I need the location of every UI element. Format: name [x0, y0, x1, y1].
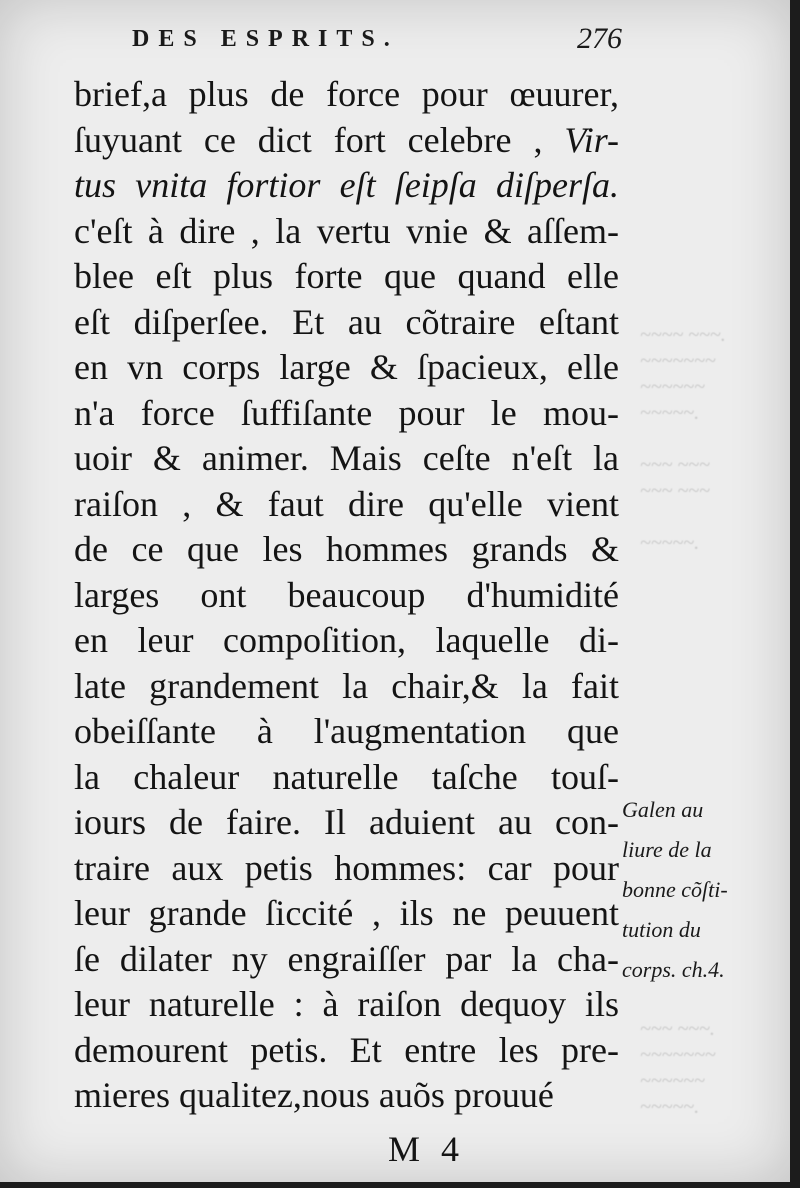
text-line: demourent petis. Et entre les pre- [74, 1029, 619, 1070]
body-text [74, 72, 619, 1119]
page-header [132, 22, 622, 58]
show-through-decoration: ~~~~ ~~~. ~~~~~~~ ~~~~~~ ~~~~~. ~~~ ~~~ ~~~ ~~~ ~~~~~. [640, 324, 726, 554]
text-line: uoir & animer. Mais ceſte n'eſt la [74, 438, 619, 478]
text-line: la chaleur naturelle taſche touſ- [74, 756, 619, 797]
text-line: ſuyuant ce dict fort celebre , Vir- [74, 119, 619, 160]
text-line: raiſon , & faut dire qu'elle vient [74, 483, 619, 524]
text-line: de ce que les hommes grands & [74, 529, 619, 569]
margin-note-line: corps. ch.4. [622, 957, 725, 982]
text-line: leur grande ſiccité , ils ne peuuent [74, 893, 619, 933]
text-line: brief,a plus de force pour œuurer, [74, 74, 619, 114]
show-through-decoration-lower: ~~~ ~~~. ~~~~~~~ ~~~~~~ ~~~~~. [640, 1018, 716, 1118]
margin-note [622, 790, 772, 990]
text-line: obeiſſante à l'augmentation que [74, 711, 619, 751]
text-line: mieres qualitez,nous auõs prouué [74, 1075, 554, 1115]
signature-mark: M 4 [388, 1129, 466, 1169]
latin-quote: Vir- [564, 119, 619, 160]
running-title: DES ESPRITS. [132, 26, 399, 52]
margin-note-line: tution du [622, 917, 701, 942]
text-line: en vn corps large & ſpacieux, elle [74, 347, 619, 387]
text-line: blee eſt plus forte que quand elle [74, 256, 619, 296]
margin-note-line: liure de la [622, 837, 712, 862]
text-line-latin: tus vnita fortior eſt ſeipſa diſperſa. [74, 165, 619, 205]
text-line: leur naturelle : à raiſon dequoy ils [74, 984, 619, 1024]
text-line: n'a force ſuffiſante pour le mou- [74, 392, 619, 433]
text-line: ſe dilater ny engraiſſer par la cha- [74, 938, 619, 979]
page-number: 276 [577, 22, 622, 55]
text-line: iours de faire. Il aduient au con- [74, 802, 619, 842]
margin-note-line: Galen au [622, 797, 704, 822]
text-line: c'eſt à dire , la vertu vnie & aſſem- [74, 210, 619, 251]
text-line: late grandement la chair,& la fait [74, 665, 619, 706]
text-line: larges ont beaucoup d'humidité [74, 574, 619, 615]
text-line: traire aux petis hommes: car pour [74, 847, 619, 888]
text-line: en leur compoſition, laquelle di- [74, 620, 619, 660]
margin-note-line: bonne cõſti- [622, 877, 728, 902]
text-line: eſt diſperſee. Et au cõtraire eſtant [74, 301, 619, 342]
